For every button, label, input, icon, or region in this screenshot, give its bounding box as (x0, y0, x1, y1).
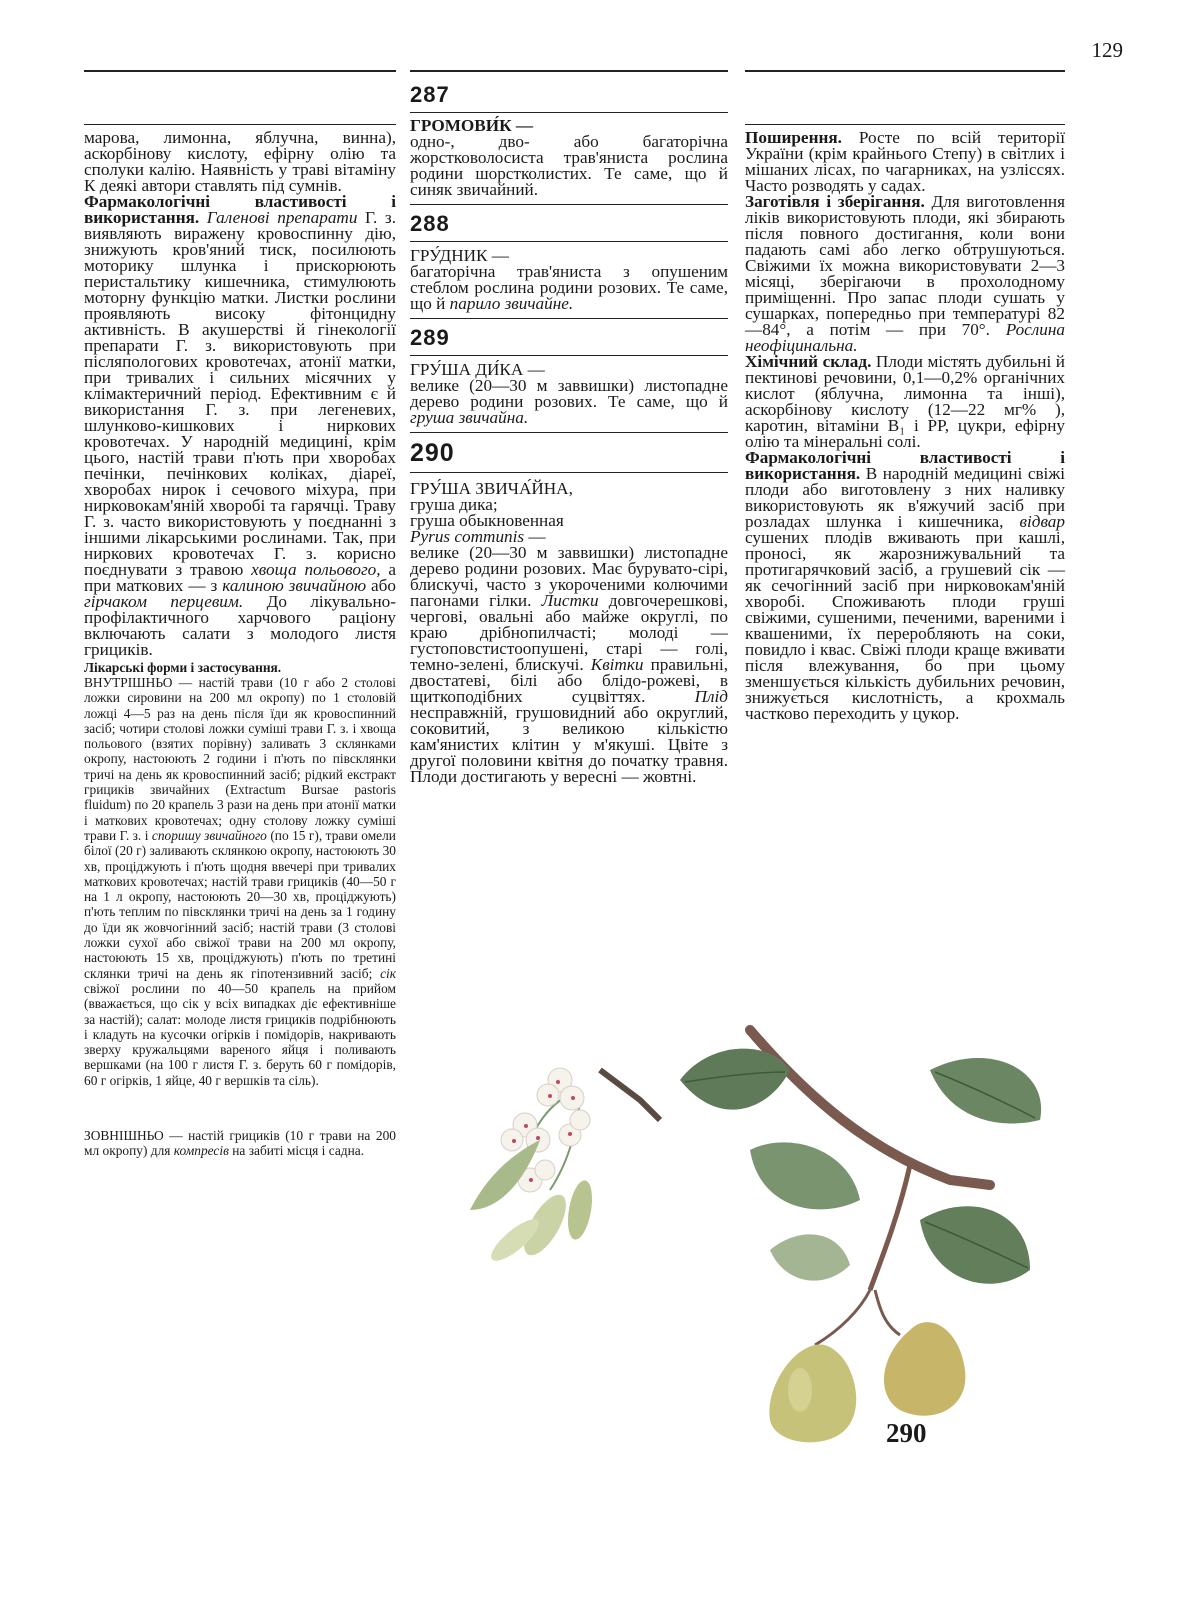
pharm-paragraph: Фармакологічні властивості і використання. Галенові препарати Г. з. виявляють виражену кровоспинну дію, знижують кров'яний тиск, посилюють моторику шлунка і прискорюють перистальтику кишечника, стимулюють моторну функцію матки. Листки рослини проявляють високу фітонцидну активність. В акушерстві й гінекології препарати Г. з. використовують при післяпологових кровотечах, атонії матки, при тривалих і сильних місячних у клімактеричний період. Ефективним є й використання Г. з. при легеневих, шлунково-кишкових і ниркових кровотечах. У народній медицині, крім цього, настій трави п'ють при хворобах печінки, печінкових коліках, діареї, хворобах нирок і сечового міхура, при нирковокам'яній хворобі та гарячці. Траву Г. з. часто використовують у поєднанні з іншими лікарськими рослинами. Так, при ниркових кровотечах Г. з. корисно поєднувати з травою хвоща польового, а при маткових — з калиною звичайною або гірчаком перцевим. До лікувально-профілактичного харчового раціону включають салати з молодого листя грициків. (84, 192, 397, 659)
forms-heading: Лікарські форми і застосування. (84, 660, 282, 675)
section-number-290: 290 (410, 439, 455, 467)
column-2 (410, 70, 728, 785)
entry-text-287: одно-, дво- або багаторічна жорстковолосиста трав'яниста рослина родини шорстколистих. Те саме, що й синяк звичайний. (410, 132, 728, 199)
entry-title-287: ГРОМОВИ́К — (410, 116, 534, 135)
entry-synonym: груша дика; (410, 495, 498, 514)
column-rule (410, 241, 728, 242)
section-number-289: 289 (410, 325, 450, 350)
section-number-287: 287 (410, 82, 450, 107)
column-rule (410, 204, 728, 205)
column-rule (410, 472, 728, 473)
fruit-branch (680, 1030, 1041, 1345)
pharm-paragraph-pear: Фармакологічні властивості і використання. В народній медицині свіжі плоди або виготовлену з них наливку використовують як в'яжучий засіб при розладах шлунка і кишечника, відвар сушених плодів вживають при кашлі, проносі, як жарознижувальний та протигарячковий засіб, а грушевий сік — як сечогінний засіб при нирковокам'яній хворобі. Споживають плоди груші свіжими, сушеними, печеними, вареними і квашеними, їх переробляють на соки, повидло і квас. Свіжі плоди краще вживати після влежування, бо при цьому зменшується кількість дубильних речовин, знижується кислотність, а крохмаль частково переходить у цукор. (745, 448, 1065, 723)
pear-illustration (430, 1010, 1070, 1450)
external-use-text: ЗОВНІШНЬО — настій грициків (10 г трави на 200 мл окропу) для компресів на забиті місця і садна. (84, 1128, 396, 1159)
column-3 (745, 70, 1065, 722)
column-rule (84, 124, 396, 125)
entry-text-288: багаторічна трав'яниста з опушеним стеблом рослина родини розових. Те саме, що й парило звичайне. (410, 262, 728, 313)
column-rule (410, 355, 728, 356)
column-rule (745, 124, 1065, 125)
entry-text-289: велике (20—30 м заввишки) листопадне дерево родини розових. Те саме, що й груша звичайна. (410, 376, 728, 427)
flower-branch (470, 1068, 660, 1267)
entry-title-288: ГРУ́ДНИК — (410, 246, 509, 265)
entry-title-289: ГРУ́ША ДИ́КА — (410, 360, 545, 379)
figure-label: 290 (886, 1418, 927, 1448)
chemistry-paragraph: Хімічний склад. Плоди містять дубильні й пектинові речовини, 0,1—0,2% органічних кислот (яблучна, лимонна та інші), аскорбінову кислоту (12—22 мг% ), каротин, вітаміни B₁ і PP, цукри, ефірну олію та мінеральні солі. (745, 352, 1065, 451)
column-rule (410, 318, 728, 319)
spread-paragraph: Поширення. Росте по всій території України (крім крайнього Степу) в світлих і мішаних лісах, по чагарниках, на узліссях. Часто розводять у садах. (745, 128, 1065, 195)
column-1 (84, 70, 396, 1159)
column-rule (410, 70, 728, 72)
entry-title-290: ГРУ́ША ЗВИЧА́ЙНА, (410, 479, 573, 498)
pear-fruits (769, 1322, 965, 1442)
entry-russian-name: груша обыкновенная (410, 511, 564, 530)
intro-paragraph: марова, лимонна, яблучна, винна), аскорбінову кислоту, ефірну олію та сполуки калію. Наявність у траві вітаміну К деякі автори ставлять під сумнів. (84, 128, 396, 195)
section-number-288: 288 (410, 211, 450, 236)
column-rule (410, 432, 728, 433)
column-rule (410, 112, 728, 113)
internal-use-text: ВНУТРІШНЬО — настій трави (10 г або 2 столові ложки сировини на 200 мл окропу) по 1 столовій ложці 4—5 раз на день після їди як кровоспинний засіб; чотири столові ложки суміші трави Г. з. і хвоща польового (взятих порівну) заливать 3 склянками окропу, настоюють 2 години і п'ють по півсклянки тричі на день як кровоспинний засіб; рідкий екстракт грициків звичайних (Extractum Bursae pastoris fluidum) по 20 крапель 3 рази на день при атонії матки і маткових кровотечах; одну столову ложку суміші трави Г. з. і споришу звичайного (по 15 г), трави омели білої (20 г) заливають склянкою окропу, настоюють 30 хв, проціджують і п'ють щодня ввечері при тривалих маткових кровотечах; настій трави грициків (40—50 г на 1 л окропу, настоюють 20—30 хв, проціджують) п'ють теплим по півсклянки тричі на день за 1 годину до їди як жовчогінний засіб; настій трави (3 столові ложки сухої або свіжої трави на 200 мл окропу, настоюють 15 хв, проціджують) п'ють по третині склянки тричі на день як гіпотензивний засіб; сік свіжої рослини по 40—50 крапель на прийом (вважається, що сік у всіх випадках діє ефективніше за настій); салат: молоде листя грициків подрібнюють і кладуть на кусочки огірків і помідорів, накривають зверху кружальцями вареного яйця і поливають вершками (на 100 г листя Г. з. беруть 60 г помідорів, 60 г огірків, 1 яйце, 40 г вершків та сіль). (84, 675, 396, 1088)
harvest-paragraph: Заготівля і зберігання. Для виготовлення ліків використовують плоди, які збирають після повного достигання, коли вони падають самі або легко обтрушуються. Свіжими їх можна використовувати 2—3 місяці, зберігаючи в прохолодному приміщенні. Про запас плоди сушать у сушарках, попередньо при температурі 82—84°, а потім — при 70°. Рослина неофіцинальна. (745, 192, 1066, 355)
entry-latin-name: Pyrus communis — (410, 527, 546, 546)
page-number: 129 (1091, 38, 1123, 62)
entry-text-290: велике (20—30 м заввишки) листопадне дерево родини розових. Має бурувато-сірі, блискучі, часто з укороченими колючими пагонами гілки. Листки довгочерешкові, чергові, овальні або майже округлі, по краю дрібнопилчасті; молоді — густоповстистоопушені, старі — голі, темно-зелені, блискучі. Квітки правильні, двостатеві, білі або блідо-рожеві, в щиткоподібних суцвіттях. Плід несправжній, грушовидний або округлий, соковитий, з великою кількістю кам'янистих клітин у м'якуші. Цвіте з другої половини квітня до початку травня. Плоди достигають у вересні — жовтні. (410, 543, 729, 786)
